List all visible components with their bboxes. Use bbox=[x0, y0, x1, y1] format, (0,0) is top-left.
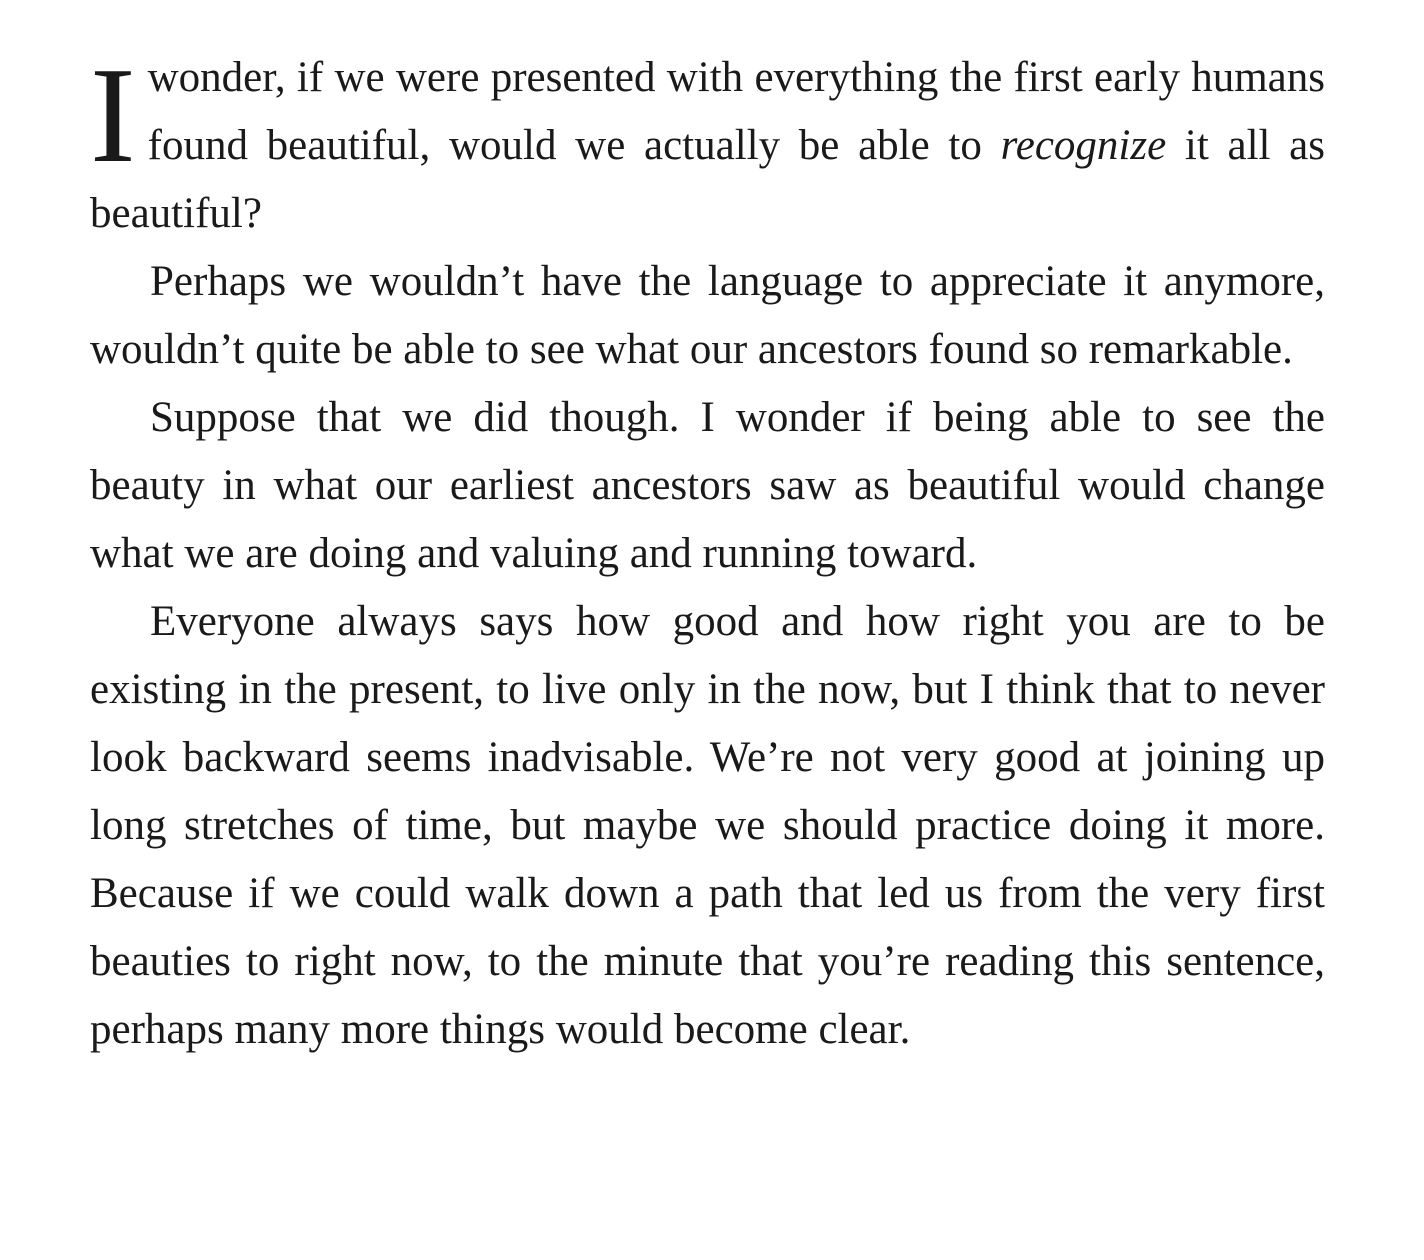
paragraph-2: Perhaps we wouldn’t have the language to appreciate it anymore, wouldn’t quite be able to see what our ancestors found so remarkable. bbox=[90, 258, 1325, 373]
paragraph-3: Suppose that we did though. I wonder if being able to see the beauty in what our earliest ancestors saw as beautiful would change what we are doing and valuing and running toward. bbox=[90, 394, 1325, 577]
drop-cap: I bbox=[90, 39, 136, 191]
paragraph-1 bbox=[90, 39, 1325, 248]
italic-emphasis: recognize bbox=[1000, 122, 1167, 169]
document-page bbox=[90, 39, 1325, 1064]
paragraph-4: Everyone always says how good and how right you are to be existing in the present, to live only in the now, but I think that to never look backward seems inadvisable. We’re not very good at joining up long stretches of time, but maybe we should practice doing it more. Because if we could walk down a path that led us from the very first beauties to right now, to the minute that you’re reading this sentence, perhaps many more things would become clear. bbox=[90, 598, 1325, 1053]
paragraph-1-text-end: it all as beautiful? bbox=[90, 122, 1325, 237]
paragraph-1-text-start: wonder, if we were presented with everything the first early humans found beautiful, would we actually be able to bbox=[147, 54, 1325, 169]
